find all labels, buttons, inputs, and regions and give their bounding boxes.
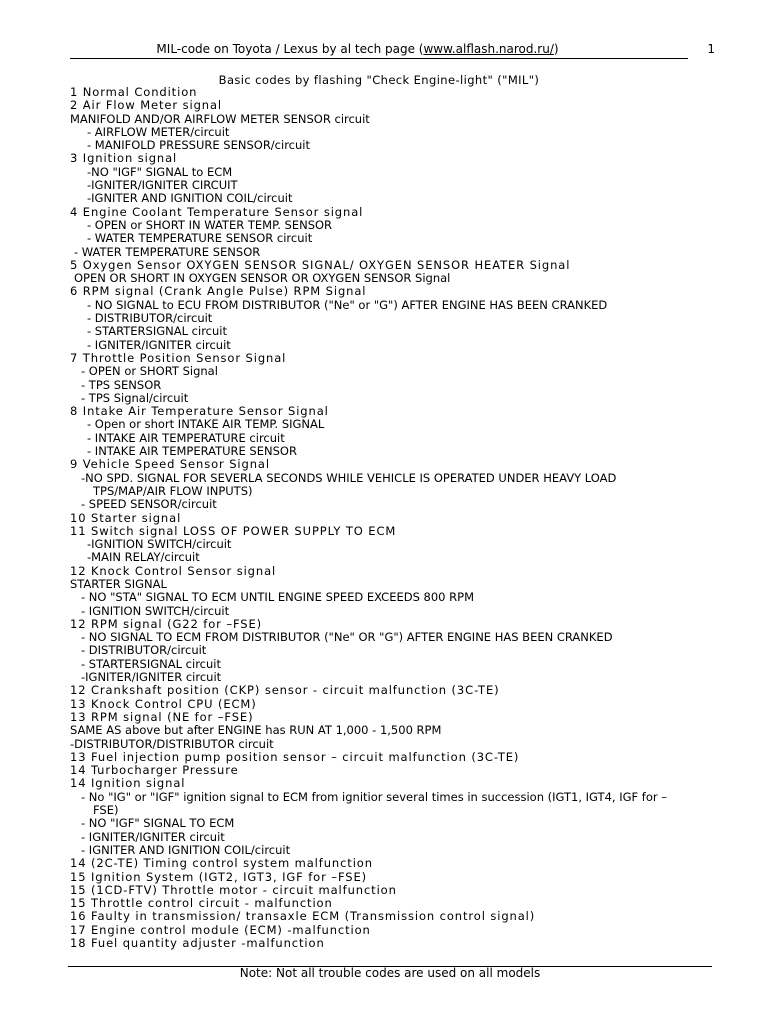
detail-line: STARTER SIGNAL bbox=[70, 576, 167, 591]
code-line: 15 Ignition System (IGT2, IGT3, IGF for –FSE) bbox=[70, 869, 368, 884]
detail-line: MANIFOLD AND/OR AIRFLOW METER SENSOR circuit bbox=[70, 111, 370, 126]
code-line: 15 (1CD-FTV) Throttle motor - circuit malfunction bbox=[70, 882, 397, 897]
code-line: 18 Fuel quantity adjuster -malfunction bbox=[70, 936, 325, 950]
code-line: 13 RPM signal (NE for –FSE) bbox=[70, 709, 254, 724]
code-line: 9 Vehicle Speed Sensor Signal bbox=[70, 457, 270, 472]
code-line: 16 Faulty in transmission/ transaxle ECM (Transmission control signal) bbox=[70, 909, 536, 924]
detail-line: FSE) bbox=[93, 803, 119, 818]
detail-line: - OPEN or SHORT IN WATER TEMP. SENSOR bbox=[87, 217, 333, 232]
detail-line: - NO SIGNAL to ECU FROM DISTRIBUTOR ("Ne" or "G") AFTER ENGINE HAS BEEN CRANKED bbox=[87, 297, 608, 312]
detail-line: - INTAKE AIR TEMPERATURE SENSOR bbox=[87, 444, 297, 459]
detail-line: - IGNITER/IGNITER circuit bbox=[87, 337, 231, 352]
header-rule bbox=[70, 58, 688, 59]
code-line: 13 Knock Control CPU (ECM) bbox=[70, 696, 257, 711]
code-list bbox=[70, 86, 710, 950]
header-title-end: ) bbox=[553, 42, 559, 56]
detail-line: - OPEN or SHORT Signal bbox=[81, 364, 218, 379]
detail-line: SAME AS above but after ENGINE has RUN AT 1,000 - 1,500 RPM bbox=[70, 723, 442, 738]
detail-line: OPEN OR SHORT IN OXYGEN SENSOR OR OXYGEN SENSOR Signal bbox=[74, 271, 451, 286]
code-line: 10 Starter signal bbox=[70, 510, 182, 525]
detail-line: - DISTRIBUTOR/circuit bbox=[87, 311, 213, 326]
detail-line: - SPEED SENSOR/circuit bbox=[81, 497, 217, 512]
detail-line: - WATER TEMPERATURE SENSOR bbox=[74, 244, 261, 259]
code-line: 17 Engine control module (ECM) -malfunction bbox=[70, 922, 371, 937]
detail-line: -DISTRIBUTOR/DISTRIBUTOR circuit bbox=[70, 736, 274, 751]
header-link[interactable]: www.alflash.narod.ru/ bbox=[423, 42, 554, 56]
detail-line: - DISTRIBUTOR/circuit bbox=[81, 643, 207, 658]
page-header bbox=[70, 40, 715, 58]
code-line: 14 Ignition signal bbox=[70, 776, 186, 791]
detail-line: - NO SIGNAL TO ECM FROM DISTRIBUTOR ("Ne" OR "G") AFTER ENGINE HAS BEEN CRANKED bbox=[81, 630, 613, 645]
code-line: 3 Ignition signal bbox=[70, 151, 178, 166]
code-line: 13 Fuel injection pump position sensor – circuit malfunction (3C-TE) bbox=[70, 749, 520, 764]
detail-line: - MANIFOLD PRESSURE SENSOR/circuit bbox=[87, 138, 310, 153]
detail-line: - NO "STA" SIGNAL TO ECM UNTIL ENGINE SPEED EXCEEDS 800 RPM bbox=[81, 590, 474, 605]
detail-line: - WATER TEMPERATURE SENSOR circuit bbox=[87, 231, 313, 246]
code-line: 4 Engine Coolant Temperature Sensor signal bbox=[70, 204, 364, 219]
detail-line: - No "IG" or "IGF" ignition signal to ECM from ignitior several times in succession (IGT1, IGT4, IGF for – bbox=[81, 789, 668, 804]
detail-line: -IGNITER/IGNITER CIRCUIT bbox=[87, 178, 238, 193]
detail-line: -IGNITION SWITCH/circuit bbox=[87, 537, 232, 552]
detail-line: -IGNITER AND IGNITION COIL/circuit bbox=[87, 191, 293, 206]
header-title bbox=[70, 40, 645, 58]
code-line: 1 Normal Condition bbox=[70, 85, 198, 99]
detail-line: -NO "IGF" SIGNAL to ECM bbox=[87, 164, 233, 179]
detail-line: - IGNITION SWITCH/circuit bbox=[81, 603, 230, 618]
code-line: 7 Throttle Position Sensor Signal bbox=[70, 350, 287, 365]
detail-line: TPS/MAP/AIR FLOW INPUTS) bbox=[93, 483, 253, 498]
detail-line: - TPS SENSOR bbox=[81, 377, 162, 392]
detail-line: - NO "IGF" SIGNAL TO ECM bbox=[81, 816, 235, 831]
code-line: 11 Switch signal LOSS OF POWER SUPPLY TO ECM bbox=[70, 523, 397, 538]
detail-line: - INTAKE AIR TEMPERATURE circuit bbox=[87, 430, 285, 445]
code-line: 12 RPM signal (G22 for –FSE) bbox=[70, 616, 263, 631]
detail-line: - IGNITER AND IGNITION COIL/circuit bbox=[81, 842, 291, 857]
detail-line: -IGNITER/IGNITER circuit bbox=[81, 670, 222, 685]
code-line: 14 (2C-TE) Timing control system malfunction bbox=[70, 856, 373, 871]
detail-line: - Open or short INTAKE AIR TEMP. SIGNAL bbox=[87, 417, 325, 432]
code-line: 15 Throttle control circuit - malfunction bbox=[70, 896, 333, 911]
detail-line: - STARTERSIGNAL circuit bbox=[87, 324, 227, 339]
code-line: 5 Oxygen Sensor OXYGEN SENSOR SIGNAL/ OXYGEN SENSOR HEATER Signal bbox=[70, 257, 571, 272]
detail-line: -NO SPD. SIGNAL FOR SEVERLA SECONDS WHILE VEHICLE IS OPERATED UNDER HEAVY LOAD bbox=[81, 470, 617, 485]
detail-line: - STARTERSIGNAL circuit bbox=[81, 656, 221, 671]
detail-line: - AIRFLOW METER/circuit bbox=[87, 124, 230, 139]
page-number: 1 bbox=[707, 42, 715, 56]
header-title-text: MIL-code on Toyota / Lexus by al tech page ( bbox=[156, 42, 424, 56]
code-line: 2 Air Flow Meter signal bbox=[70, 98, 223, 113]
document-subtitle: Basic codes by flashing "Check Engine-light" ("MIL") bbox=[218, 73, 540, 87]
detail-line: -MAIN RELAY/circuit bbox=[87, 550, 200, 565]
detail-line: - TPS Signal/circuit bbox=[81, 390, 189, 405]
code-line: 12 Knock Control Sensor signal bbox=[70, 563, 277, 578]
code-line: 8 Intake Air Temperature Sensor Signal bbox=[70, 404, 329, 419]
code-line: 14 Turbocharger Pressure bbox=[70, 763, 239, 778]
code-line: 6 RPM signal (Crank Angle Pulse) RPM Signal bbox=[70, 284, 367, 299]
detail-line: - IGNITER/IGNITER circuit bbox=[81, 829, 225, 844]
code-line: 12 Crankshaft position (CKP) sensor - circuit malfunction (3C-TE) bbox=[70, 683, 500, 698]
footer-note: Note: Not all trouble codes are used on all models bbox=[239, 966, 541, 980]
